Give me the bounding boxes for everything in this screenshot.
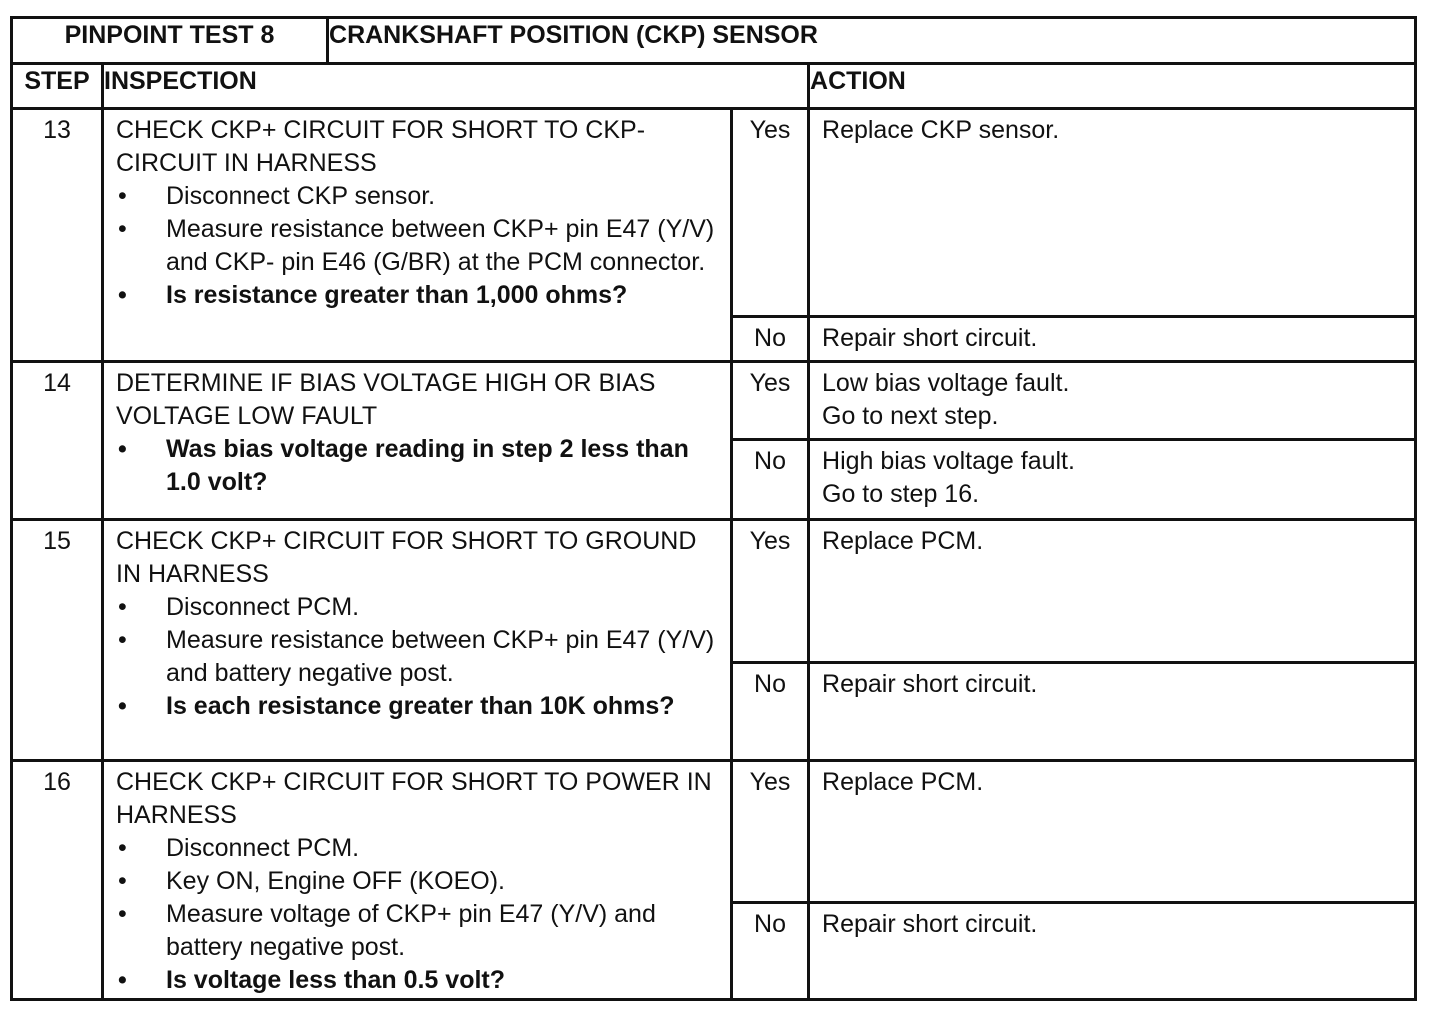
bullet-text: Disconnect CKP sensor. [166,182,436,210]
no-action [809,663,1416,761]
action-text: Repair short circuit. [822,670,1038,698]
inspection-heading: CHECK CKP+ CIRCUIT FOR SHORT TO GROUND IN HARNESS [116,527,697,588]
no-label: No [732,317,809,362]
action-text: Repair short circuit. [822,324,1038,352]
inspection-steps-list [116,433,720,499]
bullet-icon: • [118,281,127,309]
step-number: 16 [12,761,103,1000]
bullet-icon: • [118,692,127,720]
bullet-text: Disconnect PCM. [166,593,360,621]
bullet-text: Disconnect PCM. [166,834,360,862]
bullet-icon: • [118,834,127,862]
inspection-bullet [116,624,720,690]
inspection-cell [103,761,732,1000]
step-number: 13 [12,109,103,362]
action-text: Go to next step. [822,402,999,430]
no-action [809,440,1416,520]
bullet-icon: • [118,900,127,928]
step-number: 14 [12,362,103,520]
inspection-bullet [116,898,720,964]
yes-action [809,520,1416,663]
inspection-heading: CHECK CKP+ CIRCUIT FOR SHORT TO POWER IN HARNESS [116,768,712,829]
action-text: Replace PCM. [822,527,984,555]
bullet-icon: • [118,593,127,621]
inspection-bullet [116,213,720,279]
inspection-heading: CHECK CKP+ CIRCUIT FOR SHORT TO CKP- CIRCUIT IN HARNESS [116,116,646,177]
inspection-question [116,433,720,499]
bullet-text: Measure resistance between CKP+ pin E47 (Y/V) and CKP- pin E46 (G/BR) at the PCM connector. [166,215,715,276]
inspection-question [116,690,720,723]
yes-action [809,362,1416,440]
action-text: Go to step 16. [822,480,980,508]
action-text: Repair short circuit. [822,910,1038,938]
yes-label: Yes [732,109,809,317]
step-row [12,362,1416,440]
no-label: No [732,663,809,761]
question-text: Is voltage less than 0.5 volt? [166,966,506,994]
question-text: Is each resistance greater than 10K ohms? [166,692,675,720]
test-title: CRANKSHAFT POSITION (CKP) SENSOR [328,18,1416,64]
inspection-bullet [116,865,720,898]
no-label: No [732,440,809,520]
action-text: Low bias voltage fault. [822,369,1070,397]
no-action [809,903,1416,1000]
bullet-icon: • [118,182,127,210]
action-column-header: ACTION [809,64,1416,109]
inspection-question [116,964,720,997]
inspection-bullet [116,591,720,624]
step-column-header: STEP [12,64,103,109]
test-label: PINPOINT TEST 8 [12,18,328,64]
no-label: No [732,903,809,1000]
yes-action [809,761,1416,903]
step-row [12,109,1416,317]
yes-label: Yes [732,520,809,663]
inspection-cell [103,520,732,761]
inspection-heading: DETERMINE IF BIAS VOLTAGE HIGH OR BIAS VOLTAGE LOW FAULT [116,369,656,430]
yes-label: Yes [732,761,809,903]
inspection-bullet [116,832,720,865]
inspection-cell [103,109,732,362]
bullet-icon: • [118,966,127,994]
inspection-cell [103,362,732,520]
inspection-question [116,279,720,312]
inspection-steps-list [116,591,720,723]
action-text: Replace PCM. [822,768,984,796]
bullet-text: Key ON, Engine OFF (KOEO). [166,867,505,895]
yes-action [809,109,1416,317]
step-number: 15 [12,520,103,761]
step-row [12,761,1416,903]
bullet-text: Measure voltage of CKP+ pin E47 (Y/V) and battery negative post. [166,900,656,961]
column-header-row [12,64,1416,109]
pinpoint-test-document [10,16,1414,1001]
bullet-icon: • [118,215,127,243]
action-text: Replace CKP sensor. [822,116,1060,144]
yes-label: Yes [732,362,809,440]
bullet-icon: • [118,435,127,463]
bullet-text: Measure resistance between CKP+ pin E47 (Y/V) and battery negative post. [166,626,715,687]
pinpoint-test-table [10,16,1417,1001]
title-row [12,18,1416,64]
inspection-bullet [116,180,720,213]
inspection-steps-list [116,180,720,312]
bullet-icon: • [118,626,127,654]
inspection-column-header: INSPECTION [103,64,809,109]
question-text: Is resistance greater than 1,000 ohms? [166,281,628,309]
question-text: Was bias voltage reading in step 2 less than 1.0 volt? [166,435,689,496]
action-text: High bias voltage fault. [822,447,1075,475]
bullet-icon: • [118,867,127,895]
inspection-steps-list [116,832,720,997]
no-action [809,317,1416,362]
step-row [12,520,1416,663]
